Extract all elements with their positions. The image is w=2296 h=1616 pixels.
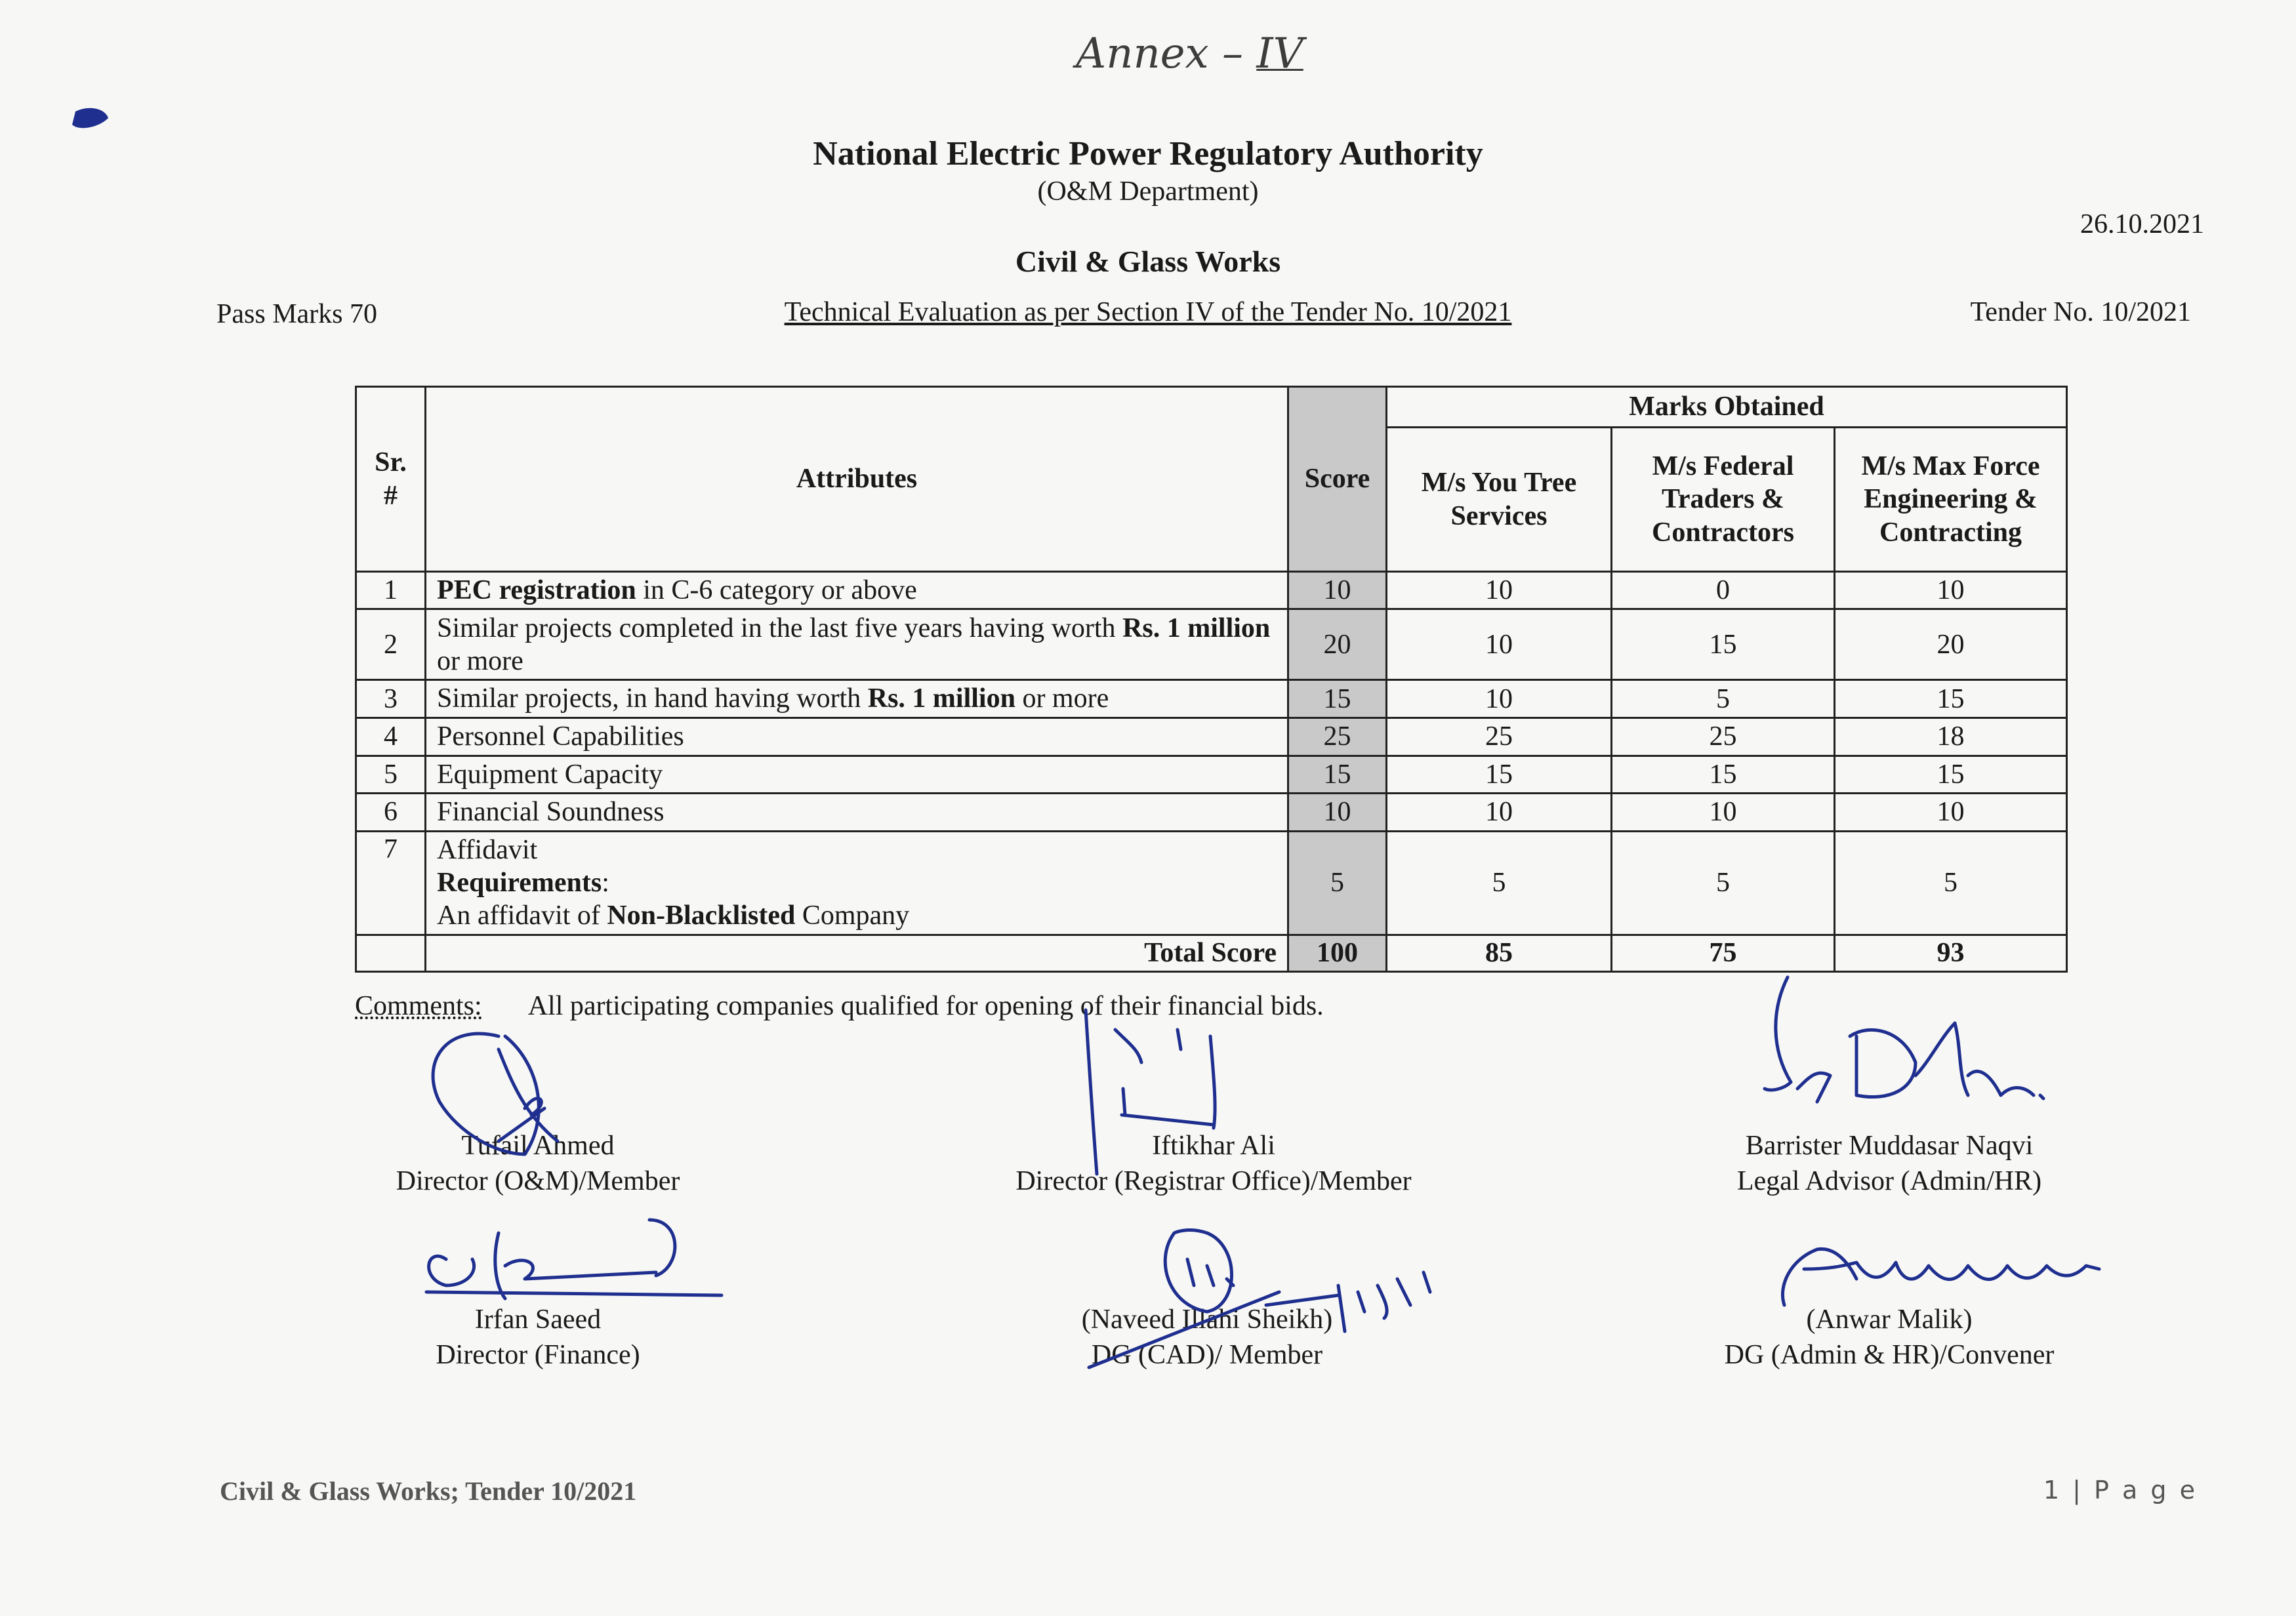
attribute-text: Similar projects, in hand having worth [437, 683, 868, 714]
total-company-1: 85 [1387, 935, 1612, 971]
total-company-3: 93 [1835, 935, 2067, 971]
annex-roman: IV [1256, 30, 1303, 78]
attribute-text: : [602, 867, 609, 898]
signatory-title: Director (O&M)/Member [396, 1166, 680, 1196]
signatory-name: (Anwar Malik) [1806, 1304, 1973, 1335]
signatory-title: Director (Finance) [436, 1340, 640, 1370]
row-company-2: 0 [1612, 572, 1835, 609]
organization-title: National Electric Power Regulatory Authority [813, 135, 1483, 172]
evaluation-table [355, 386, 2068, 973]
row-score: 15 [1288, 680, 1387, 717]
table-row [356, 756, 2067, 793]
signatory-irfan-saeed [380, 1302, 695, 1373]
signatory-title: DG (CAD)/ Member [1091, 1340, 1323, 1370]
total-row [356, 935, 2067, 971]
table-row [356, 717, 2067, 756]
row-attribute [426, 680, 1288, 717]
table-row [356, 609, 2067, 680]
signatory-muddasar-naqvi [1679, 1128, 2099, 1199]
row-company-1: 25 [1387, 717, 1612, 756]
row-company-2: 25 [1612, 717, 1835, 756]
attribute-text: Company [795, 900, 910, 931]
row-company-3: 10 [1835, 572, 2067, 609]
header-company-1: M/s You Tree Services [1387, 428, 1612, 572]
row-score: 15 [1288, 756, 1387, 793]
row-company-3: 5 [1835, 831, 2067, 935]
row-attribute [426, 831, 1288, 935]
row-sr: 2 [356, 609, 426, 680]
row-sr: 1 [356, 572, 426, 609]
signature-muddasar-naqvi [1765, 977, 2043, 1102]
signatory-name: Barrister Muddasar Naqvi [1745, 1131, 2034, 1161]
attribute-text: in C-6 category or above [636, 575, 917, 605]
row-company-2: 5 [1612, 831, 1835, 935]
annex-prefix: Annex – [1076, 30, 1243, 78]
department-name: (O&M Department) [1037, 176, 1259, 207]
row-sr: 4 [356, 717, 426, 756]
comments-label: Comments: [355, 991, 482, 1021]
signatory-title: DG (Admin & HR)/Convener [1724, 1340, 2055, 1370]
signatory-name: Iftikhar Ali [1152, 1131, 1275, 1161]
row-company-1: 15 [1387, 756, 1612, 793]
attribute-bold: Requirements [437, 867, 602, 898]
total-empty-cell [356, 935, 426, 971]
signature-anwar-malik [1782, 1249, 2099, 1305]
attribute-bold: Non-Blacklisted [607, 900, 796, 931]
row-company-1: 5 [1387, 831, 1612, 935]
attribute-line: Affidavit [437, 834, 538, 865]
attribute-bold: PEC registration [437, 575, 636, 605]
row-score: 10 [1288, 794, 1387, 831]
row-company-2: 15 [1612, 756, 1835, 793]
signatory-naveed-illahi-sheikh [1036, 1302, 1378, 1373]
attribute-text: or more [437, 645, 523, 676]
row-attribute: Equipment Capacity [426, 756, 1288, 793]
attribute-text: An affidavit of [437, 900, 607, 931]
signatory-name: Irfan Saeed [474, 1304, 602, 1335]
row-score: 25 [1288, 717, 1387, 756]
header-attributes: Attributes [426, 387, 1288, 572]
row-company-1: 10 [1387, 794, 1612, 831]
table-row [356, 572, 2067, 609]
row-company-2: 10 [1612, 794, 1835, 831]
smudge-mark [72, 108, 108, 128]
row-score: 20 [1288, 609, 1387, 680]
footer-document-title: Civil & Glass Works; Tender 10/2021 [220, 1476, 637, 1506]
document-date: 26.10.2021 [2080, 209, 2204, 239]
attribute-text: or more [1015, 683, 1109, 714]
table-row [356, 831, 2067, 935]
row-sr: 7 [356, 831, 426, 935]
row-attribute [426, 609, 1288, 680]
total-company-2: 75 [1612, 935, 1835, 971]
row-score: 5 [1288, 831, 1387, 935]
row-company-3: 15 [1835, 756, 2067, 793]
signatory-tufail-ahmed [354, 1128, 722, 1199]
footer-page-number: 1 | P a g e [2043, 1476, 2198, 1505]
attribute-bold: Rs. 1 million [1122, 613, 1271, 643]
comments [355, 990, 1324, 1022]
signatory-anwar-malik [1679, 1302, 2099, 1373]
signatory-title: Director (Registrar Office)/Member [1015, 1166, 1412, 1196]
attribute-text: Similar projects completed in the last five years having worth [437, 613, 1123, 643]
header-score: Score [1288, 387, 1387, 572]
row-sr: 3 [356, 680, 426, 717]
header-company-3: M/s Max Force Engineering & Contracting [1835, 428, 2067, 572]
attribute-line [437, 866, 1277, 899]
row-company-1: 10 [1387, 609, 1612, 680]
row-company-1: 10 [1387, 680, 1612, 717]
row-sr: 5 [356, 756, 426, 793]
row-sr: 6 [356, 794, 426, 831]
table-row [356, 680, 2067, 717]
table-header-row [356, 387, 2067, 428]
row-attribute: Personnel Capabilities [426, 717, 1288, 756]
attribute-line [437, 899, 1277, 932]
attribute-bold: Rs. 1 million [867, 683, 1015, 714]
signatory-title: Legal Advisor (Admin/HR) [1736, 1166, 2042, 1196]
signatory-name: Tufail Ahmed [461, 1131, 615, 1161]
row-score: 10 [1288, 572, 1387, 609]
row-company-3: 20 [1835, 609, 2067, 680]
row-company-3: 18 [1835, 717, 2067, 756]
row-company-3: 15 [1835, 680, 2067, 717]
header-marks-obtained: Marks Obtained [1387, 387, 2067, 428]
header-sr: Sr. # [356, 387, 426, 572]
row-company-2: 5 [1612, 680, 1835, 717]
total-label: Total Score [426, 935, 1288, 971]
row-attribute [426, 572, 1288, 609]
row-company-1: 10 [1387, 572, 1612, 609]
evaluation-title: Technical Evaluation as per Section IV of the Tender No. 10/2021 [784, 297, 1512, 327]
pass-marks: Pass Marks 70 [216, 299, 378, 329]
row-company-2: 15 [1612, 609, 1835, 680]
signature-irfan-saeed [426, 1220, 722, 1299]
tender-number: Tender No. 10/2021 [1970, 297, 2191, 327]
signatory-iftikhar-ali [971, 1128, 1456, 1199]
total-score: 100 [1288, 935, 1387, 971]
section-title: Civil & Glass Works [1015, 245, 1281, 278]
row-attribute: Financial Soundness [426, 794, 1288, 831]
annex-label [1076, 30, 1303, 78]
comments-text: All participating companies qualified for opening of their financial bids. [527, 991, 1324, 1021]
signatory-name: (Naveed Illahi Sheikh) [1081, 1304, 1333, 1335]
header-company-2: M/s Federal Traders & Contractors [1612, 428, 1835, 572]
row-company-3: 10 [1835, 794, 2067, 831]
table-row [356, 794, 2067, 831]
